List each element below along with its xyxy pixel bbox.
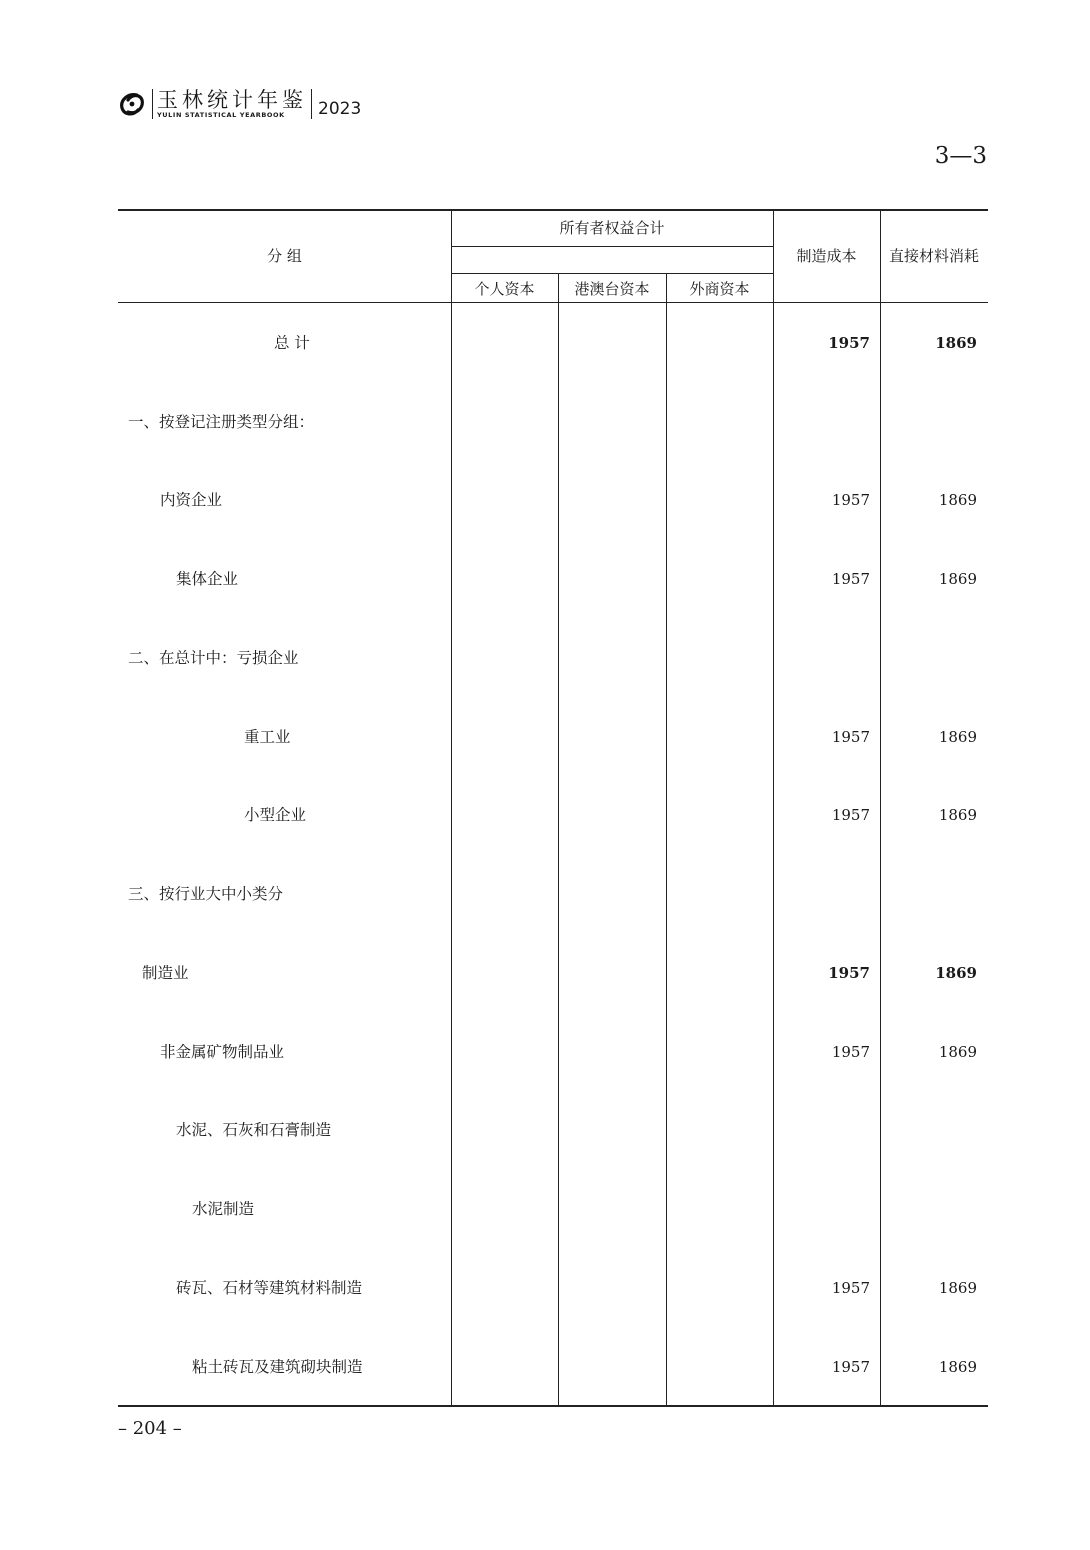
data-table [118, 209, 988, 1408]
table-bottom-rule [118, 1405, 988, 1407]
table-row [118, 407, 988, 437]
row-label: 总 计 [274, 334, 310, 352]
row-label: 二、在总计中：亏损企业 [128, 649, 299, 667]
table-row [118, 879, 988, 909]
header-divider [152, 89, 153, 119]
mfg-cost-value: 1957 [828, 334, 870, 352]
row-label: 集体企业 [176, 570, 239, 588]
header-divider [311, 89, 312, 119]
row-label: 一、按登记注册类型分组： [128, 413, 315, 431]
material-value: 1869 [935, 964, 977, 982]
header-owner-equity: 所有者权益合计 [559, 219, 665, 237]
table-row [118, 958, 988, 988]
material-value: 1869 [935, 334, 977, 352]
material-value: 1869 [938, 570, 977, 588]
row-label: 内资企业 [160, 491, 223, 509]
table-row [118, 564, 988, 594]
header-personal-capital: 个人资本 [474, 280, 535, 298]
mfg-cost-value: 1957 [831, 1043, 870, 1061]
header-direct-material: 直接材料消耗 [888, 247, 979, 265]
table-row [118, 485, 988, 515]
header-foreign-capital: 外商资本 [689, 280, 750, 298]
material-value: 1869 [938, 806, 977, 824]
header-subrule [451, 273, 773, 274]
material-value: 1869 [938, 728, 977, 746]
row-label: 水泥、石灰和石膏制造 [176, 1121, 332, 1139]
mfg-cost-value: 1957 [831, 1358, 870, 1376]
table-row [118, 643, 988, 673]
mfg-cost-value: 1957 [831, 1279, 870, 1297]
table-row [118, 800, 988, 830]
row-label: 小型企业 [244, 806, 307, 824]
row-label: 重工业 [244, 728, 291, 746]
header-subrule [451, 246, 773, 247]
table-row [118, 328, 988, 358]
mfg-cost-value: 1957 [831, 728, 870, 746]
table-number: 3—3 [934, 143, 987, 169]
table-row [118, 722, 988, 752]
page-number: – 204 – [118, 1418, 182, 1439]
mfg-cost-value: 1957 [828, 964, 870, 982]
material-value: 1869 [938, 1043, 977, 1061]
table-top-rule [118, 209, 988, 211]
table-row [118, 1273, 988, 1303]
header-group: 分 组 [267, 247, 302, 265]
yearbook-title-en: YULIN STATISTICAL YEARBOOK [157, 111, 285, 119]
row-label: 非金属矿物制品业 [160, 1043, 285, 1061]
header-manufacturing-cost: 制造成本 [796, 247, 857, 265]
yearbook-header [116, 86, 361, 122]
row-label: 砖瓦、石材等建筑材料制造 [176, 1279, 363, 1297]
material-value: 1869 [938, 491, 977, 509]
mfg-cost-value: 1957 [831, 806, 870, 824]
row-label: 水泥制造 [192, 1200, 255, 1218]
header-hmt-capital: 港澳台资本 [574, 280, 650, 298]
mfg-cost-value: 1957 [831, 491, 870, 509]
row-label: 三、按行业大中小类分 [128, 885, 284, 903]
table-row [118, 1194, 988, 1224]
table-row [118, 1037, 988, 1067]
column-divider [666, 273, 667, 1406]
yearbook-title [157, 89, 307, 119]
yearbook-year: 2023 [318, 99, 362, 119]
mfg-cost-value: 1957 [831, 570, 870, 588]
yearbook-logo-icon [116, 88, 148, 120]
row-label: 制造业 [142, 964, 189, 982]
yearbook-title-cn: 玉林统计年鉴 [157, 88, 307, 112]
table-header-rule [118, 302, 988, 303]
table-row [118, 1115, 988, 1145]
table-row [118, 1352, 988, 1382]
column-divider [558, 273, 559, 1406]
material-value: 1869 [938, 1279, 977, 1297]
material-value: 1869 [938, 1358, 977, 1376]
row-label: 粘土砖瓦及建筑砌块制造 [192, 1358, 363, 1376]
